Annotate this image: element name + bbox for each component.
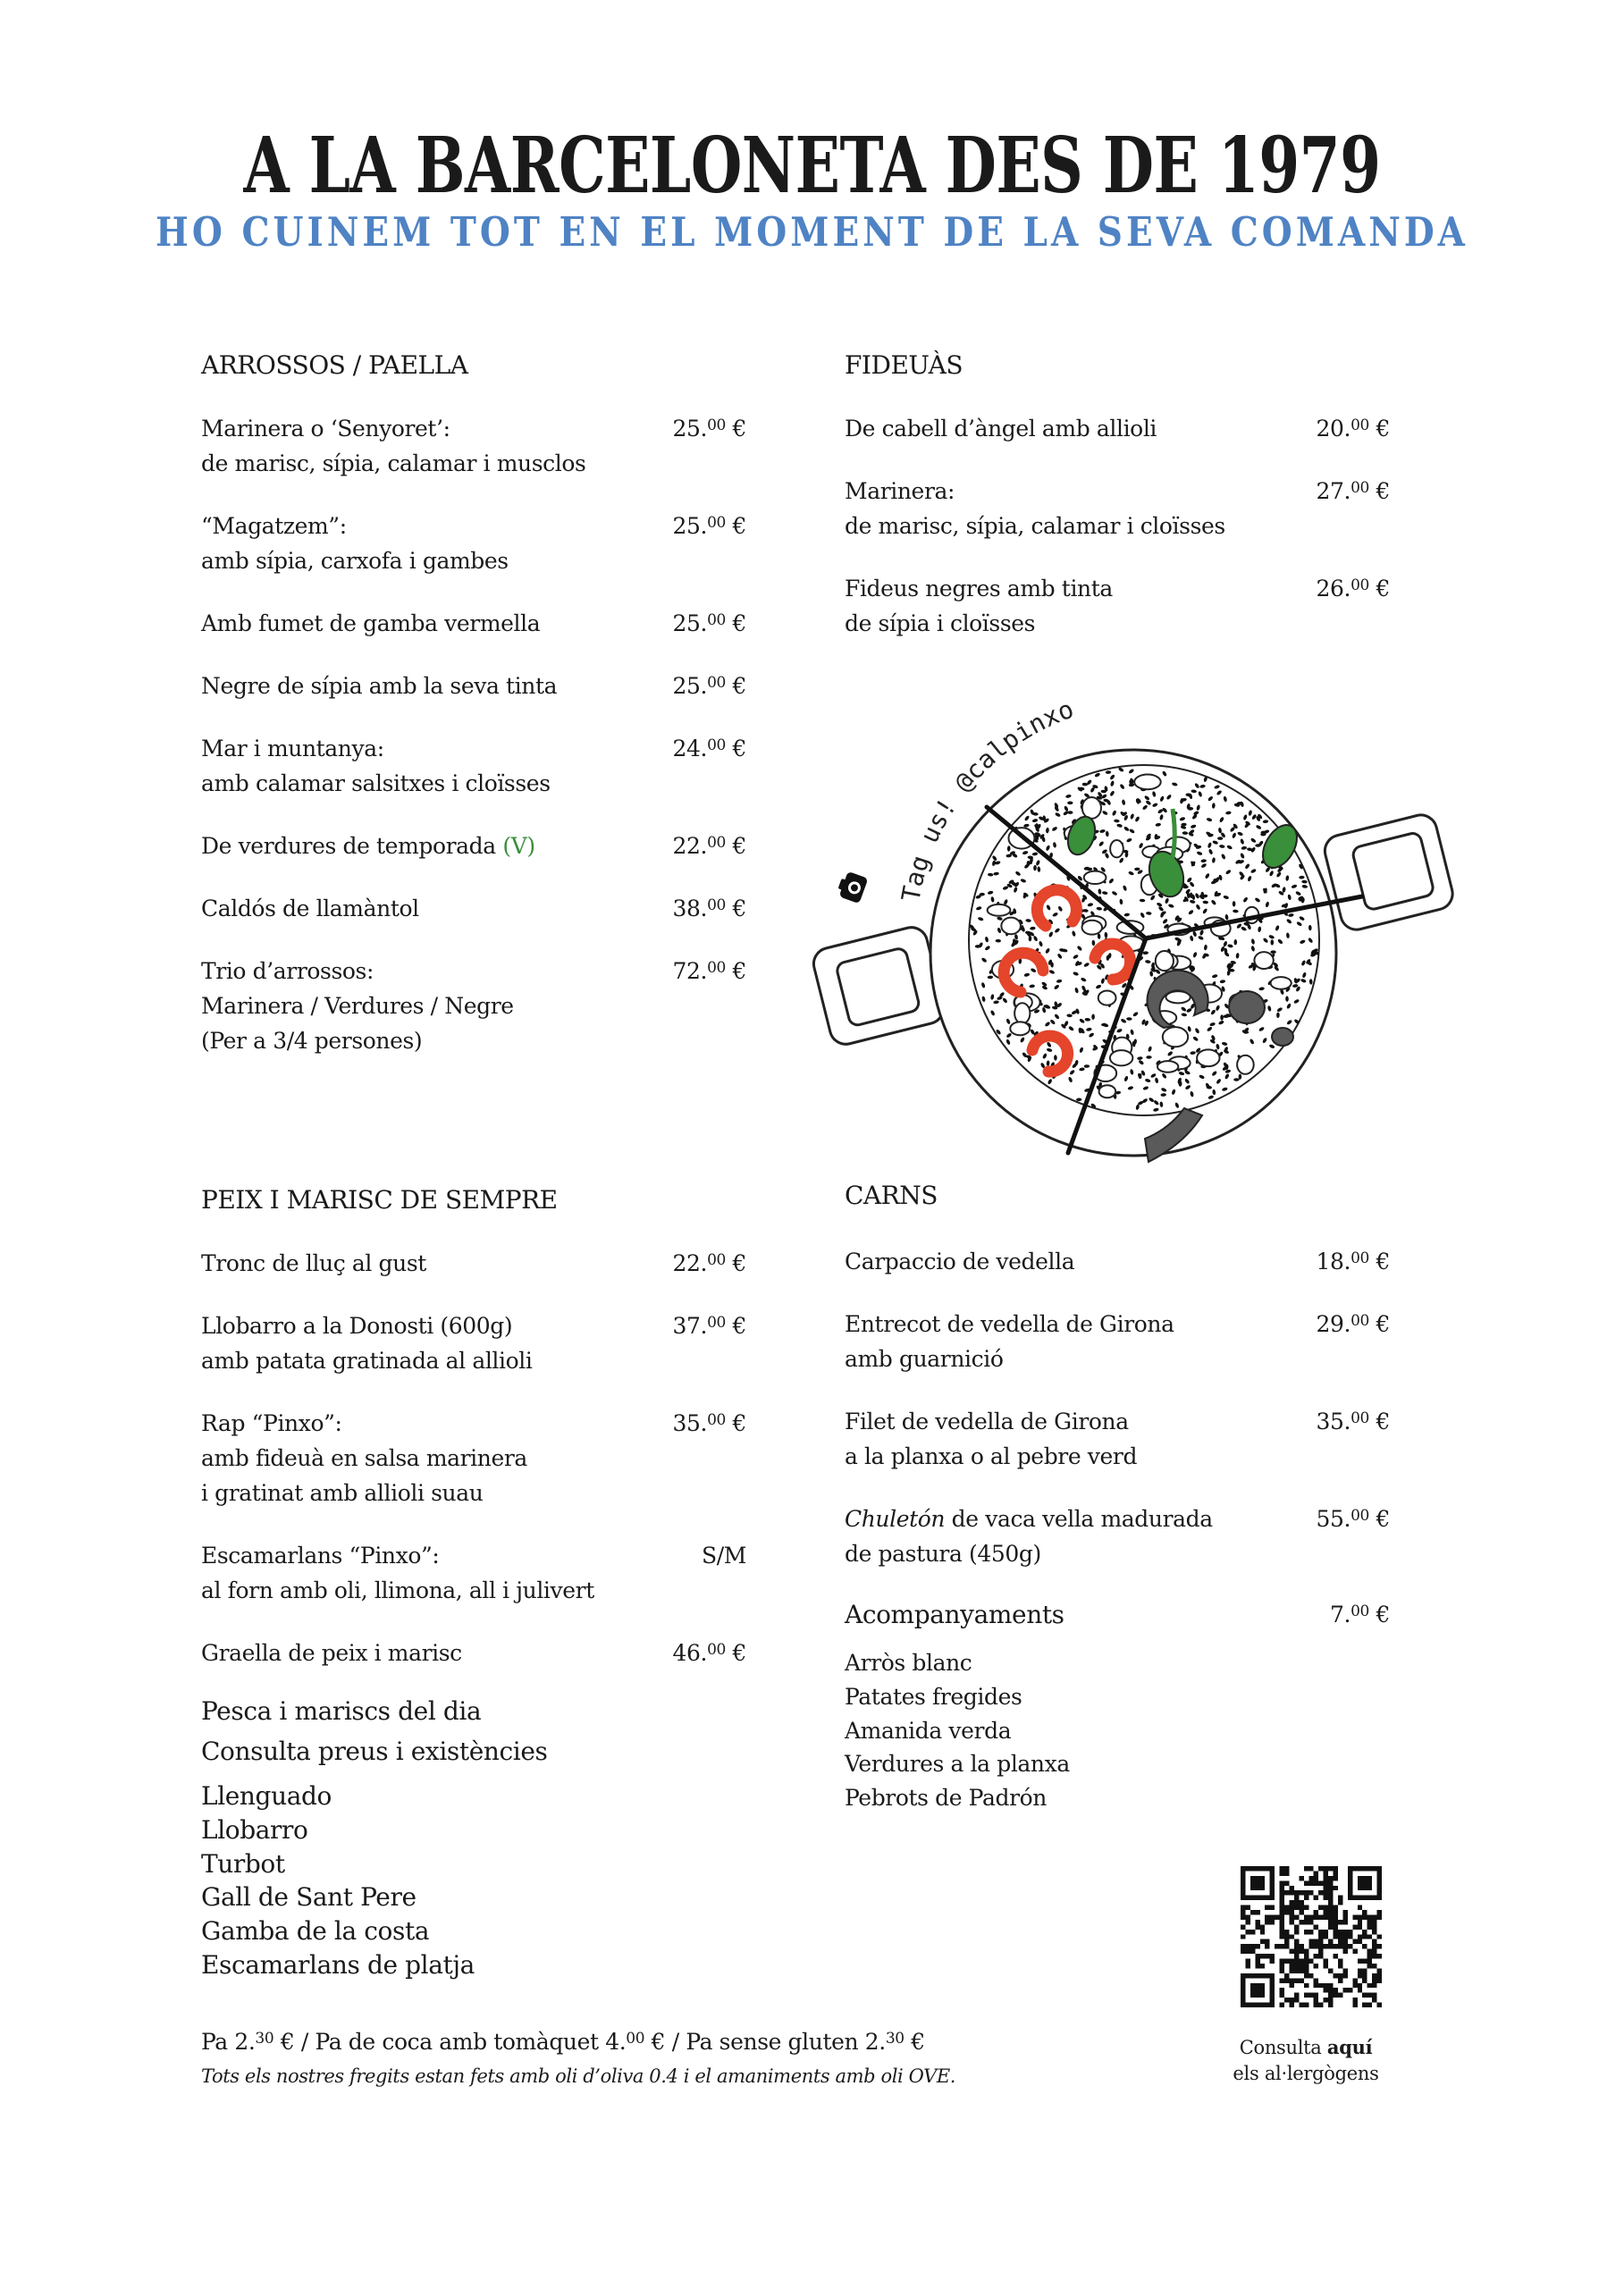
item-description: a la planxa o al pebre verd [845,1443,1138,1469]
item-name: Fideus negres amb tinta [845,576,1113,601]
item-price: 20.00 € [1316,416,1390,442]
menu-item [845,1307,1390,1376]
item-price: 35.00 € [672,1410,746,1436]
menu-item [201,509,746,578]
bread-prices: Pa 2.30 € / Pa de coca amb tomàquet 4.00 € / Pa sense gluten 2.30 € [201,2029,925,2055]
item-name: Chuletón de vaca vella madurada [845,1506,1213,1532]
allergens-qr-code[interactable] [1241,1866,1382,2007]
item-name: Llobarro a la Donosti (600g) [201,1313,513,1339]
item-name: De cabell d’àngel amb allioli [845,416,1157,442]
menu-item [201,954,746,1058]
menu-item [201,1246,746,1281]
item-name: Mar i muntanya: [201,736,384,761]
section-peix [201,1182,746,1982]
item-price: 35.00 € [1316,1409,1390,1434]
item-name: Marinera: [845,478,955,504]
menu-item [201,731,746,801]
side-item: Amanida verda [845,1717,1012,1744]
menu-item [201,829,746,863]
side-item: Verdures a la planxa [845,1751,1070,1778]
item-price: 25.00 € [672,610,746,636]
item-name: Negre de sípia amb la seva tinta [201,673,558,699]
daily-catch-list [201,1779,746,1982]
daily-catch-item: Turbot [201,1848,285,1879]
item-price: 25.00 € [672,673,746,699]
section-carns [845,1178,1390,1815]
sides-price: 7.00 € [1330,1602,1390,1628]
menu-item [201,1308,746,1378]
item-description: de sípia i cloïsses [845,610,1036,636]
item-price: 55.00 € [1316,1506,1390,1532]
item-name: “Magatzem”: [201,513,347,539]
item-description: (Per a 3/4 persones) [201,1028,423,1054]
item-description: amb calamar salsitxes i cloïsses [201,770,551,796]
item-name: Graella de peix i marisc [201,1640,462,1666]
item-description: de marisc, sípia, calamar i musclos [201,450,586,476]
menu-item [201,891,746,926]
item-price: 37.00 € [672,1313,746,1339]
item-price: 25.00 € [672,416,746,442]
sides-title: Acompanyaments [845,1600,1064,1629]
menu-item [845,1502,1390,1571]
item-name: Trio d’arrossos: [201,958,374,984]
item-description: de marisc, sípia, calamar i cloïsses [845,513,1225,539]
menu-item [201,606,746,641]
item-price: 38.00 € [672,896,746,921]
allergens-link-here[interactable]: aquí [1326,2036,1373,2058]
item-price: 46.00 € [672,1640,746,1666]
section-fideuas [845,348,1390,669]
item-name: Tronc de lluç al gust [201,1250,426,1276]
pan-handle-left [811,924,947,1047]
pan-handle-right [1322,812,1456,933]
menu-item [845,411,1390,446]
daily-catch-subtitle: Consulta preus i existències [201,1737,548,1766]
item-description: i gratinat amb allioli suau [201,1480,484,1506]
bread-price: Pa de coca amb tomàquet 4.00 € [315,2029,666,2055]
side-item: Patates fregides [845,1683,1022,1710]
bread-price: Pa 2.30 € [201,2029,295,2055]
paella-illustration [804,652,1457,1171]
item-price: 26.00 € [1316,576,1390,601]
item-name: Entrecot de vedella de Girona [845,1311,1174,1337]
item-description: amb fideuà en salsa marinera [201,1445,527,1471]
sides-list [845,1646,1390,1815]
side-item: Arròs blanc [845,1650,972,1676]
daily-catch-item: Gall de Sant Pere [201,1882,417,1913]
section-title: PEIX I MARISC DE SEMPRE [201,1185,558,1215]
item-name: Marinera o ‘Senyoret’: [201,416,450,442]
menu-item [201,1636,746,1670]
menu-item [201,669,746,703]
item-name: Carpaccio de vedella [845,1249,1075,1274]
section-title: CARNS [845,1181,938,1210]
item-description: amb guarnició [845,1346,1004,1372]
item-name: De verdures de temporada (V) [201,833,535,859]
daily-catch-item: Llenguado [201,1781,332,1811]
page-subtitle: HO CUINEM TOT EN EL MOMENT DE LA SEVA COMANDA [156,208,1468,257]
bread-price: Pa sense gluten 2.30 € [686,2029,925,2055]
side-item: Pebrots de Padrón [845,1785,1047,1812]
section-title: ARROSSOS / PAELLA [201,350,468,380]
tagline-text: Tag us! @calpinxo [896,694,1078,904]
item-price: 29.00 € [1316,1311,1390,1337]
item-description: amb patata gratinada al allioli [201,1348,533,1374]
section-arrossos [201,348,746,1086]
item-description: al forn amb oli, llimona, all i julivert [201,1577,594,1603]
menu-item [845,474,1390,543]
daily-catch-item: Llobarro [201,1814,308,1845]
item-price: 25.00 € [672,513,746,539]
menu-item [201,1538,746,1608]
item-price: 24.00 € [672,736,746,761]
footer [201,2024,955,2092]
item-name: Escamarlans “Pinxo”: [201,1543,440,1569]
item-description: de pastura (450g) [845,1541,1041,1567]
page-title: A LA BARCELONETA DES DE 1979 [243,120,1381,211]
menu-item [845,1244,1390,1279]
item-name: Filet de vedella de Girona [845,1409,1129,1434]
item-name: Amb fumet de gamba vermella [201,610,541,636]
sides-header [845,1597,1390,1632]
menu-item [845,1404,1390,1474]
item-price: 18.00 € [1316,1249,1390,1274]
item-price: S/M [702,1543,746,1569]
item-price: 22.00 € [672,1250,746,1276]
item-description: amb sípia, carxofa i gambes [201,548,509,574]
item-price: 72.00 € [672,958,746,984]
allergens-link[interactable]: Consulta aquí els al·lergògens [1233,2036,1379,2084]
vegetarian-badge: (V) [502,833,535,859]
daily-catch-item: Escamarlans de platja [201,1949,475,1980]
camera-icon [836,870,869,904]
section-title: FIDEUÀS [845,350,963,380]
daily-catch-item: Gamba de la costa [201,1916,430,1947]
item-price: 22.00 € [672,833,746,859]
menu-item [201,411,746,481]
menu-item [845,571,1390,641]
menu-item [201,1406,746,1510]
oil-note: Tots els nostres fregits estan fets amb oli d’oliva 0.4 i el amaniments amb oli OVE. [201,2065,956,2087]
item-price: 27.00 € [1316,478,1390,504]
item-name: Caldós de llamàntol [201,896,419,921]
daily-catch-title: Pesca i mariscs del dia [201,1696,482,1726]
item-name-italic: Chuletón [845,1506,946,1532]
item-description: Marinera / Verdures / Negre [201,993,514,1019]
item-name: Rap “Pinxo”: [201,1410,342,1436]
